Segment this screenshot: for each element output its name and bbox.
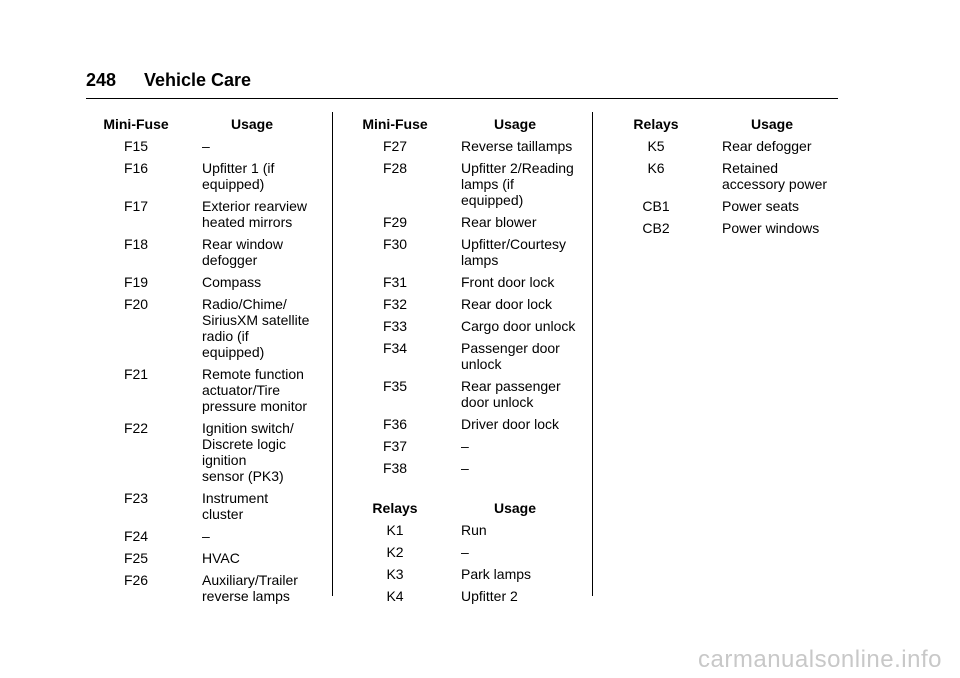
page-number: 248	[86, 70, 117, 90]
fuse-usage	[441, 274, 579, 290]
table-row	[90, 528, 312, 544]
fuse-id: K4	[386, 588, 404, 604]
usage-line: Retained	[722, 160, 779, 176]
table-row	[90, 274, 312, 290]
usage-line: door unlock	[461, 394, 534, 410]
fuse-usage	[441, 460, 579, 476]
table-row	[349, 274, 579, 290]
table-row	[90, 138, 312, 154]
fuse-id: F35	[382, 378, 408, 394]
fuse-usage	[441, 160, 579, 208]
fuse-id: F27	[382, 138, 408, 154]
usage-line: Discrete logic	[202, 436, 287, 452]
fuse-id: F37	[382, 438, 408, 454]
header-id: Relays	[372, 500, 418, 516]
table-row	[349, 460, 579, 476]
fuse-id: K6	[647, 160, 665, 176]
fuse-usage	[441, 214, 579, 230]
usage-line: –	[461, 544, 469, 560]
table-row	[90, 550, 312, 566]
fuse-usage	[441, 340, 579, 372]
usage-line: Driver door lock	[461, 416, 560, 432]
usage-line: Radio/Chime/	[202, 296, 287, 312]
fuse-id: F20	[123, 296, 149, 312]
usage-line: Run	[461, 522, 487, 538]
usage-line: Upfitter 2/Reading	[461, 160, 574, 176]
header-usage: Usage	[230, 116, 274, 132]
fuse-usage	[182, 572, 312, 604]
fuse-usage	[441, 438, 579, 454]
fuse-table	[349, 500, 579, 604]
usage-line: –	[461, 460, 469, 476]
table-row	[90, 236, 312, 268]
table-row	[349, 522, 579, 538]
usage-line: Front door lock	[461, 274, 555, 290]
table-row	[349, 340, 579, 372]
fuse-usage	[182, 528, 312, 544]
usage-line: HVAC	[202, 550, 240, 566]
fuse-id: F18	[123, 236, 149, 252]
table-row	[90, 160, 312, 192]
fuse-usage	[702, 220, 832, 236]
table-header	[349, 116, 579, 132]
fuse-usage	[182, 138, 312, 154]
fuse-usage	[182, 274, 312, 290]
table-row	[349, 544, 579, 560]
usage-line: accessory power	[722, 176, 828, 192]
usage-line: unlock	[461, 356, 502, 372]
fuse-id: F36	[382, 416, 408, 432]
fuse-column-2	[349, 116, 579, 610]
usage-line: Park lamps	[461, 566, 532, 582]
fuse-usage	[182, 198, 312, 230]
table-row	[90, 420, 312, 484]
fuse-usage	[182, 296, 312, 360]
fuse-id: F38	[382, 460, 408, 476]
table-row	[90, 198, 312, 230]
fuse-usage	[441, 236, 579, 268]
table-header	[610, 116, 832, 132]
header-id: Mini-Fuse	[103, 116, 169, 132]
fuse-id: F24	[123, 528, 149, 544]
usage-line: –	[202, 138, 210, 154]
fuse-usage	[702, 160, 832, 192]
table-row	[90, 366, 312, 414]
fuse-usage	[182, 160, 312, 192]
usage-line: Exterior rearview	[202, 198, 308, 214]
table-row	[90, 490, 312, 522]
usage-line: SiriusXM satellite	[202, 312, 310, 328]
fuse-id: F26	[123, 572, 149, 588]
usage-line: Power windows	[722, 220, 820, 236]
fuse-id: F30	[382, 236, 408, 252]
fuse-usage	[441, 138, 579, 154]
usage-line: Instrument cluster	[202, 490, 269, 522]
fuse-id: F21	[123, 366, 149, 382]
usage-line: Cargo door unlock	[461, 318, 576, 334]
usage-line: Power seats	[722, 198, 800, 214]
table-row	[90, 572, 312, 604]
header-rule	[86, 98, 838, 99]
usage-line: Upfitter/Courtesy	[461, 236, 567, 252]
fuse-table	[90, 116, 312, 604]
page-header	[86, 70, 251, 91]
table-row	[90, 296, 312, 360]
column-divider-2	[592, 112, 593, 596]
fuse-usage	[182, 550, 312, 566]
table-row	[349, 378, 579, 410]
fuse-usage	[441, 378, 579, 410]
fuse-id: F22	[123, 420, 149, 436]
usage-line: Ignition switch/	[202, 420, 294, 436]
usage-line: equipped)	[202, 176, 265, 192]
table-row	[349, 160, 579, 208]
usage-line: Remote function	[202, 366, 304, 382]
fuse-usage	[441, 318, 579, 334]
table-row	[349, 318, 579, 334]
fuse-usage	[441, 544, 579, 560]
usage-line: Rear passenger	[461, 378, 561, 394]
fuse-column-1	[90, 116, 312, 610]
table-row	[349, 138, 579, 154]
fuse-usage	[441, 296, 579, 312]
usage-line: pressure monitor	[202, 398, 308, 414]
fuse-usage	[441, 588, 579, 604]
fuse-id: F19	[123, 274, 149, 290]
table-row	[349, 588, 579, 604]
section-title: Vehicle Care	[144, 70, 252, 90]
fuse-usage	[182, 490, 312, 522]
fuse-id: F32	[382, 296, 408, 312]
fuse-id: K1	[386, 522, 404, 538]
table-row	[349, 296, 579, 312]
usage-line: defogger	[202, 252, 258, 268]
table-row	[349, 438, 579, 454]
usage-line: lamps (if equipped)	[461, 176, 524, 208]
usage-line: Rear door lock	[461, 296, 553, 312]
usage-line: Upfitter 1 (if	[202, 160, 275, 176]
header-id: Relays	[633, 116, 679, 132]
fuse-id: K5	[647, 138, 665, 154]
usage-line: radio (if equipped)	[202, 328, 265, 360]
fuse-column-3	[610, 116, 832, 242]
fuse-usage	[441, 566, 579, 582]
usage-line: Auxiliary/Trailer	[202, 572, 298, 588]
header-usage: Usage	[750, 116, 794, 132]
usage-line: lamps	[461, 252, 499, 268]
fuse-usage	[182, 236, 312, 268]
usage-line: heated mirrors	[202, 214, 293, 230]
fuse-id: F15	[123, 138, 149, 154]
fuse-id: F29	[382, 214, 408, 230]
fuse-id: F31	[382, 274, 408, 290]
fuse-usage	[702, 138, 832, 154]
fuse-id: CB1	[642, 198, 670, 214]
table-header	[349, 500, 579, 516]
fuse-usage	[182, 366, 312, 414]
fuse-usage	[702, 198, 832, 214]
fuse-table	[349, 116, 579, 476]
fuse-id: F17	[123, 198, 149, 214]
fuse-id: F33	[382, 318, 408, 334]
fuse-id: K3	[386, 566, 404, 582]
usage-line: Rear blower	[461, 214, 537, 230]
usage-line: Reverse taillamps	[461, 138, 573, 154]
table-row	[349, 236, 579, 268]
usage-line: actuator/Tire	[202, 382, 281, 398]
table-row	[349, 566, 579, 582]
watermark: carmanualsonline.info	[698, 646, 942, 673]
usage-line: Rear window	[202, 236, 283, 252]
usage-line: –	[461, 438, 469, 454]
table-row	[610, 138, 832, 154]
usage-line: –	[202, 528, 210, 544]
table-row	[610, 220, 832, 236]
table-row	[610, 198, 832, 214]
table-row	[610, 160, 832, 192]
fuse-id: F28	[382, 160, 408, 176]
usage-line: sensor (PK3)	[202, 468, 284, 484]
fuse-id: F25	[123, 550, 149, 566]
fuse-usage	[441, 522, 579, 538]
fuse-id: F23	[123, 490, 149, 506]
usage-line: Rear defogger	[722, 138, 812, 154]
table-row	[349, 416, 579, 432]
table-row	[349, 214, 579, 230]
header-id: Mini-Fuse	[362, 116, 428, 132]
header-usage: Usage	[493, 500, 537, 516]
table-header	[90, 116, 312, 132]
usage-line: Passenger door	[461, 340, 560, 356]
header-usage: Usage	[493, 116, 537, 132]
usage-line: Upfitter 2	[461, 588, 518, 604]
usage-line: Compass	[202, 274, 262, 290]
fuse-usage	[441, 416, 579, 432]
fuse-id: CB2	[642, 220, 670, 236]
fuse-id: F16	[123, 160, 149, 176]
fuse-table	[610, 116, 832, 236]
fuse-usage	[182, 420, 312, 484]
usage-line: reverse lamps	[202, 588, 290, 604]
usage-line: ignition	[202, 452, 247, 468]
column-divider-1	[332, 112, 333, 596]
fuse-id: F34	[382, 340, 408, 356]
fuse-id: K2	[386, 544, 404, 560]
